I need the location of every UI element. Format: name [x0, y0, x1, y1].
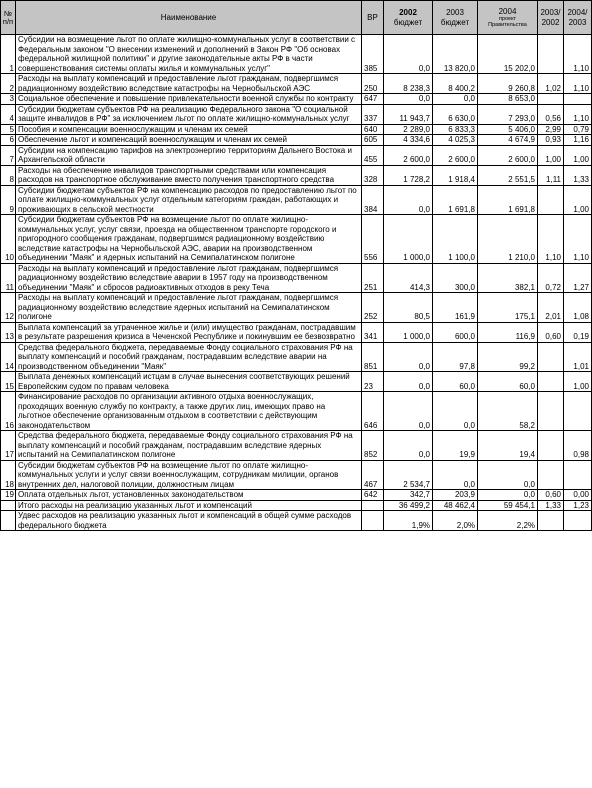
table-row: [1, 342, 592, 372]
row-2003: 60,0: [433, 372, 478, 392]
row-2002: 0,0: [384, 372, 433, 392]
row-2003: 1 691,8: [433, 185, 478, 215]
row-number: 9: [1, 185, 16, 215]
row-name: Расходы на выплату компенсаций и предоставление льгот гражданам, подвергшимся радиационному воздействию вследствие аварии в 1957 году на производственном объединении "Маяк" и сбросов радиоактивных отходов в реку Теча: [16, 263, 362, 293]
row-number: 14: [1, 342, 16, 372]
col-header-ratio-2004-2003: 2004/ 2003: [564, 1, 592, 35]
row-ratio-2004-2003: 1,10: [564, 215, 592, 264]
row-2003: 0,0: [433, 392, 478, 431]
share-ratio-2004-2003: [564, 511, 592, 531]
header-row: [1, 1, 592, 35]
row-ratio-2003-2002: 1,11: [538, 165, 564, 185]
row-2004: 2 600,0: [478, 145, 538, 165]
row-2002: 0,0: [384, 94, 433, 105]
row-2004: 60,0: [478, 372, 538, 392]
row-name: Выплата компенсаций за утраченное жилье и (или) имущество гражданам, пострадавшим в результате разрешения кризиса в Чеченской Республике и покинувшим ее безвозвратно: [16, 322, 362, 342]
row-2002: 2 289,0: [384, 124, 433, 135]
row-2004: 5 406,0: [478, 124, 538, 135]
row-2003: 300,0: [433, 263, 478, 293]
row-vr: 384: [362, 185, 384, 215]
col-header-2004: [478, 1, 538, 35]
row-vr: 467: [362, 460, 384, 490]
row-ratio-2003-2002: [538, 342, 564, 372]
row-2002: 0,0: [384, 431, 433, 461]
row-number: 15: [1, 372, 16, 392]
row-ratio-2003-2002: 1,00: [538, 145, 564, 165]
row-ratio-2003-2002: [538, 185, 564, 215]
table-row: [1, 490, 592, 501]
row-number: 6: [1, 135, 16, 146]
row-2002: 0,0: [384, 185, 433, 215]
col-header-2004-year: 2004: [498, 6, 517, 16]
row-ratio-2003-2002: [538, 431, 564, 461]
row-vr: 252: [362, 293, 384, 323]
row-ratio-2004-2003: 1,01: [564, 342, 592, 372]
row-ratio-2003-2002: [538, 94, 564, 105]
row-ratio-2004-2003: 1,00: [564, 372, 592, 392]
row-name: Расходы на выплату компенсаций и предоставление льгот гражданам, подвергшимся радиационному воздействию вследствие катастрофы на Чернобыльской АЭС: [16, 74, 362, 94]
table-row: [1, 215, 592, 264]
row-number: 17: [1, 431, 16, 461]
row-ratio-2004-2003: 0,98: [564, 431, 592, 461]
total-ratio-2004-2003: 1,23: [564, 500, 592, 511]
row-name: Субсидии на компенсацию тарифов на электроэнергию территориям Дальнего Востока и Архангельской области: [16, 145, 362, 165]
table-row: [1, 94, 592, 105]
total-label: Итого расходы на реализацию указанных льгот и компенсаций: [16, 500, 362, 511]
row-ratio-2003-2002: 0,60: [538, 490, 564, 501]
row-2003: 600,0: [433, 322, 478, 342]
row-ratio-2004-2003: 1,10: [564, 35, 592, 74]
row-ratio-2004-2003: 0,79: [564, 124, 592, 135]
row-ratio-2004-2003: 1,00: [564, 185, 592, 215]
share-label: Удвес расходов на реализацию указанных льгот и компенсаций в общей сумме расходов федерального бюджета: [16, 511, 362, 531]
row-number: 8: [1, 165, 16, 185]
row-number: 10: [1, 215, 16, 264]
row-2002: 0,0: [384, 392, 433, 431]
row-name: Оплата отдельных льгот, установленных законодательством: [16, 490, 362, 501]
row-ratio-2003-2002: 0,93: [538, 135, 564, 146]
row-2003: 8 400,2: [433, 74, 478, 94]
table-row: [1, 460, 592, 490]
row-name: Субсидии бюджетам субъектов РФ на реализацию Федерального закона "О социальной защите инвалидов в РФ" за исключением льгот по оплате жилищно-коммунальных услуг: [16, 104, 362, 124]
col-header-name: Наименование: [16, 1, 362, 35]
row-vr: 640: [362, 124, 384, 135]
row-ratio-2003-2002: [538, 35, 564, 74]
row-2003: 0,0: [433, 460, 478, 490]
row-2002: 4 334,6: [384, 135, 433, 146]
row-2003: 2 600,0: [433, 145, 478, 165]
row-ratio-2004-2003: 1,10: [564, 74, 592, 94]
col-header-2003-sub: бюджет: [440, 17, 470, 27]
row-name: Выплата денежных компенсаций истцам в случае вынесения соответствующих решений Европейским судом по правам человека: [16, 372, 362, 392]
row-2003: 0,0: [433, 94, 478, 105]
row-number: 12: [1, 293, 16, 323]
row-name: Социальное обеспечение и повышение привлекательности военной службы по контракту: [16, 94, 362, 105]
row-ratio-2003-2002: 0,56: [538, 104, 564, 124]
row-2002: 2 600,0: [384, 145, 433, 165]
row-2002: 0,0: [384, 35, 433, 74]
row-ratio-2003-2002: 0,60: [538, 322, 564, 342]
total-row: [1, 500, 592, 511]
total-2004: 59 454,1: [478, 500, 538, 511]
row-name: Финансирование расходов по организации активного отдыха военнослужащих, проходящих военную службу по контракту, а также других лиц, имеющих право на льготное обеспечение организованным отдыхом в соответствии с действующим законодательством: [16, 392, 362, 431]
row-name: Средства федерального бюджета, передаваемые Фонду социального страхования РФ на выплату компенсаций и пособий гражданам, пострадавшим вследствие аварии на производственном объединении "Маяк": [16, 342, 362, 372]
row-name: Средства федерального бюджета, передаваемые Фонду социального страхования РФ на выплату компенсаций и пособий гражданам, пострадавшим вследствие ядерных испытаний на Семипалатинском полигоне: [16, 431, 362, 461]
row-ratio-2004-2003: 1,16: [564, 135, 592, 146]
row-2003: 13 820,0: [433, 35, 478, 74]
table-row: [1, 322, 592, 342]
row-ratio-2003-2002: 2,99: [538, 124, 564, 135]
table-row: [1, 124, 592, 135]
total-2002: 36 499,2: [384, 500, 433, 511]
row-ratio-2004-2003: 1,00: [564, 145, 592, 165]
table-row: [1, 145, 592, 165]
table-row: [1, 135, 592, 146]
row-2004: 99,2: [478, 342, 538, 372]
row-number: 18: [1, 460, 16, 490]
table-row: [1, 104, 592, 124]
row-vr: 23: [362, 372, 384, 392]
share-row: [1, 511, 592, 531]
row-vr: 341: [362, 322, 384, 342]
row-2004: 2 551,5: [478, 165, 538, 185]
row-2002: 414,3: [384, 263, 433, 293]
row-2002: 11 943,7: [384, 104, 433, 124]
row-2004: 0,0: [478, 490, 538, 501]
row-name: Расходы на выплату компенсаций и предоставление льгот гражданам, подвергшимся радиационному воздействию вследствие ядерных испытаний на Семипалатинском полигоне: [16, 293, 362, 323]
row-number: 5: [1, 124, 16, 135]
row-ratio-2003-2002: 0,72: [538, 263, 564, 293]
row-vr: 852: [362, 431, 384, 461]
row-name: Пособия и компенсации военнослужащим и членам их семей: [16, 124, 362, 135]
row-number: 4: [1, 104, 16, 124]
row-ratio-2004-2003: 1,33: [564, 165, 592, 185]
row-ratio-2003-2002: [538, 372, 564, 392]
row-2003: 97,8: [433, 342, 478, 372]
col-header-2003: [433, 1, 478, 35]
col-header-2002: [384, 1, 433, 35]
row-number: 16: [1, 392, 16, 431]
row-2004: 8 653,0: [478, 94, 538, 105]
row-name: Расходы на обеспечение инвалидов транспортными средствами или компенсация расходов на транспортное обслуживание вместо получения транспортного средства: [16, 165, 362, 185]
row-number: 11: [1, 263, 16, 293]
table-row: [1, 165, 592, 185]
share-2002: 1,9%: [384, 511, 433, 531]
total-ratio-2003-2002: 1,33: [538, 500, 564, 511]
row-2002: 1 000,0: [384, 322, 433, 342]
row-number: 7: [1, 145, 16, 165]
row-2003: 203,9: [433, 490, 478, 501]
row-vr: 851: [362, 342, 384, 372]
table-row: [1, 431, 592, 461]
col-header-ratio-2003-2002: 2003/ 2002: [538, 1, 564, 35]
row-2002: 0,0: [384, 342, 433, 372]
row-2004: 4 674,9: [478, 135, 538, 146]
col-header-2002-sub: бюджет: [393, 17, 423, 27]
row-vr: 647: [362, 94, 384, 105]
table-row: [1, 185, 592, 215]
row-2004: 175,1: [478, 293, 538, 323]
row-vr: 642: [362, 490, 384, 501]
table-footer: [1, 500, 592, 531]
row-2004: 382,1: [478, 263, 538, 293]
row-vr: 250: [362, 74, 384, 94]
col-header-2004-sub: проект Правительства: [488, 16, 527, 29]
row-2004: 19,4: [478, 431, 538, 461]
row-ratio-2004-2003: 0,00: [564, 490, 592, 501]
row-ratio-2004-2003: [564, 94, 592, 105]
row-vr: 455: [362, 145, 384, 165]
row-ratio-2003-2002: 2,01: [538, 293, 564, 323]
row-2002: 1 728,2: [384, 165, 433, 185]
row-2004: 15 202,0: [478, 35, 538, 74]
row-vr: 605: [362, 135, 384, 146]
row-ratio-2004-2003: 1,08: [564, 293, 592, 323]
col-header-num: № п/п: [1, 1, 16, 35]
row-2004: 116,9: [478, 322, 538, 342]
row-ratio-2003-2002: 1,10: [538, 215, 564, 264]
table-row: [1, 263, 592, 293]
row-ratio-2004-2003: 1,27: [564, 263, 592, 293]
table-row: [1, 35, 592, 74]
row-2002: 8 238,3: [384, 74, 433, 94]
table-row: [1, 392, 592, 431]
row-vr: 385: [362, 35, 384, 74]
row-vr: 328: [362, 165, 384, 185]
table-body: [1, 35, 592, 501]
row-2004: 1 691,8: [478, 185, 538, 215]
row-2004: 9 260,8: [478, 74, 538, 94]
col-header-2003-year: 2003: [446, 8, 464, 17]
row-name: Субсидии бюджетам субъектов РФ на компенсацию расходов по предоставлению льгот по оплате жилищно-коммунальных услуг отдельным категориям граждан, работающих и проживающих в сельской местности: [16, 185, 362, 215]
row-name: Субсидии на возмещение льгот по оплате жилищно-коммунальных услуг в соответствии с Федеральным законом "О внесении изменений и дополнений в Закон РФ "Об основах федеральной жилищной политики" и другие законодательные акты РФ в части совершенствования системы оплаты жилья и коммунальных услуг": [16, 35, 362, 74]
row-ratio-2004-2003: 0,19: [564, 322, 592, 342]
row-2002: 2 534,7: [384, 460, 433, 490]
row-2002: 342,7: [384, 490, 433, 501]
share-vr-cell: [362, 511, 384, 531]
row-ratio-2003-2002: [538, 392, 564, 431]
row-ratio-2003-2002: 1,02: [538, 74, 564, 94]
total-2003: 48 462,4: [433, 500, 478, 511]
row-2003: 6 833,3: [433, 124, 478, 135]
share-num-cell: [1, 511, 16, 531]
row-vr: 646: [362, 392, 384, 431]
row-vr: 556: [362, 215, 384, 264]
row-2004: 7 293,0: [478, 104, 538, 124]
total-vr-cell: [362, 500, 384, 511]
row-2003: 4 025,3: [433, 135, 478, 146]
row-number: 19: [1, 490, 16, 501]
row-2002: 1 000,0: [384, 215, 433, 264]
row-number: 3: [1, 94, 16, 105]
row-number: 1: [1, 35, 16, 74]
share-ratio-2003-2002: [538, 511, 564, 531]
share-2004: 2,2%: [478, 511, 538, 531]
row-name: Субсидии бюджетам субъектов РФ на возмещение льгот по оплате жилищно-коммунальных услуг, услуг связи, проезда на общественном транспорте городского и пригородного сообщения гражданам, подвергшимся радиационному воздействию вследствие катастрофы на Чернобыльской АЭС, аварии на производственном объединении "Маяк" и ядерных испытаний на Семипалатинском полигоне: [16, 215, 362, 264]
row-vr: 337: [362, 104, 384, 124]
col-header-2002-year: 2002: [399, 8, 417, 17]
row-2003: 19,9: [433, 431, 478, 461]
row-2004: 58,2: [478, 392, 538, 431]
row-2003: 1 918,4: [433, 165, 478, 185]
row-vr: 251: [362, 263, 384, 293]
row-ratio-2004-2003: 1,10: [564, 104, 592, 124]
row-number: 13: [1, 322, 16, 342]
row-2003: 6 630,0: [433, 104, 478, 124]
row-number: 2: [1, 74, 16, 94]
row-ratio-2003-2002: [538, 460, 564, 490]
row-name: Обеспечение льгот и компенсаций военнослужащим и членам их семей: [16, 135, 362, 146]
table-row: [1, 293, 592, 323]
row-2003: 1 100,0: [433, 215, 478, 264]
table-row: [1, 74, 592, 94]
row-ratio-2004-2003: [564, 392, 592, 431]
row-2002: 80,5: [384, 293, 433, 323]
row-name: Субсидии бюджетам субъектов РФ на возмещение льгот по оплате жилищно-коммунальных услуги и услуг связи военнослужащим, сотрудникам милиции, органов внутренних дел, налоговой полиции, должностным лицам: [16, 460, 362, 490]
row-ratio-2004-2003: [564, 460, 592, 490]
total-num-cell: [1, 500, 16, 511]
row-2003: 161,9: [433, 293, 478, 323]
row-2004: 0,0: [478, 460, 538, 490]
share-2003: 2,0%: [433, 511, 478, 531]
row-2004: 1 210,0: [478, 215, 538, 264]
col-header-vr: ВР: [362, 1, 384, 35]
table-row: [1, 372, 592, 392]
